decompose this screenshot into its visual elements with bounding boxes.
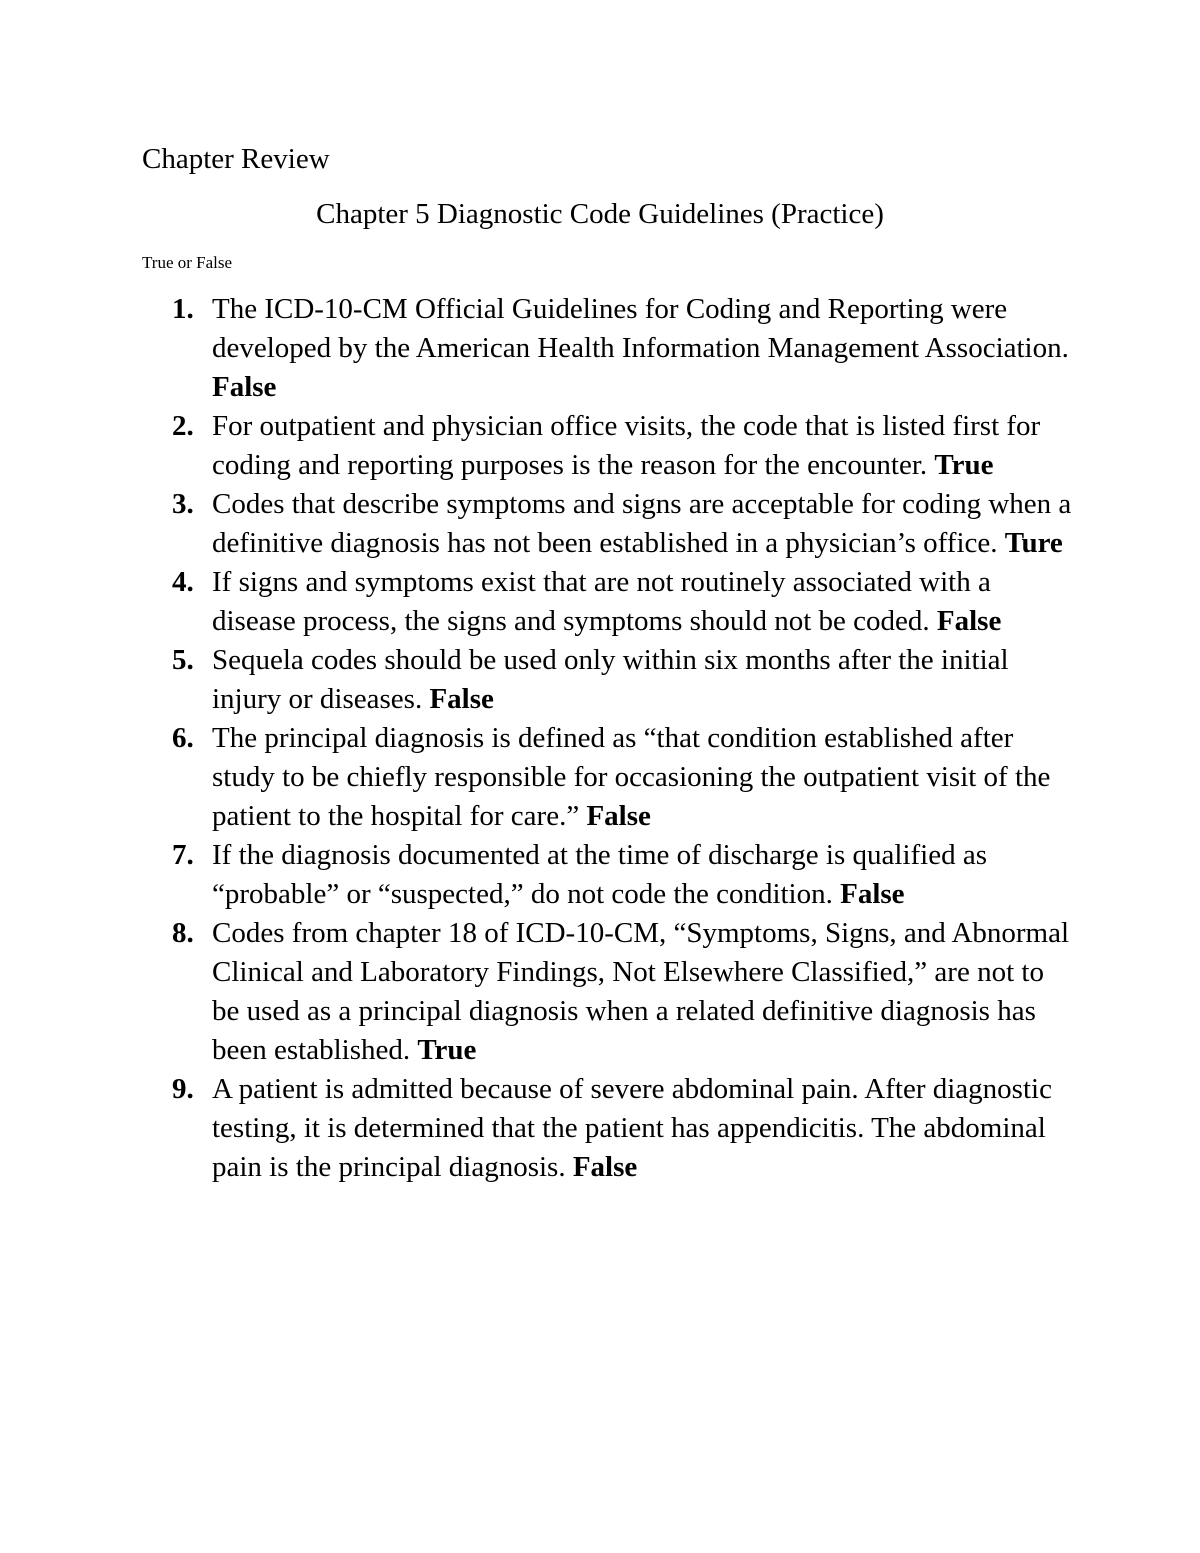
question-text: Codes that describe symptoms and signs are acceptable for coding when a definitive diagnosis has not been established in a physician’s office. — [212, 488, 1072, 559]
question-item-7 — [0, 836, 1072, 914]
question-text: A patient is admitted because of severe abdominal pain. After diagnostic testing, it is determined that the patient has appendicitis. The abdominal pain is the principal diagnosis. — [212, 1073, 1052, 1183]
question-number: 8. — [172, 917, 194, 949]
question-text: The principal diagnosis is defined as “that condition established after study to be chiefly responsible for occasioning the outpatient visit of the patient to the hospital for care.” — [212, 722, 1051, 832]
question-number: 5. — [172, 644, 194, 676]
question-text: If signs and symptoms exist that are not routinely associated with a disease process, the signs and symptoms should not be coded. — [212, 566, 991, 637]
question-answer: True — [934, 449, 994, 481]
document-title: Chapter 5 Diagnostic Code Guidelines (Practice) — [316, 198, 884, 230]
question-number: 1. — [172, 293, 194, 325]
question-answer: False — [429, 683, 494, 715]
question-list — [0, 290, 1200, 1187]
question-number: 9. — [172, 1073, 194, 1105]
question-answer: False — [936, 605, 1002, 637]
question-item-3 — [0, 485, 1072, 563]
question-item-4 — [0, 563, 1072, 641]
question-text: Codes from chapter 18 of ICD-10-CM, “Symptoms, Signs, and Abnormal Clinical and Laboratory Findings, Not Elsewhere Classified,” are not to be used as a principal diagnosis when a related definitive diagnosis has been established. — [212, 917, 1070, 1066]
question-text: If the diagnosis documented at the time of discharge is qualified as “probable” or “suspected,” do not code the condition. — [212, 839, 987, 910]
question-number: 6. — [172, 722, 194, 754]
question-number: 2. — [172, 410, 194, 442]
question-answer: True — [417, 1034, 477, 1066]
question-item-8 — [0, 914, 1072, 1070]
question-number: 4. — [172, 566, 194, 598]
question-item-9 — [0, 1070, 1072, 1187]
question-item-1 — [0, 290, 1072, 407]
question-text: For outpatient and physician office visits, the code that is listed first for coding and reporting purposes is the reason for the encounter. — [212, 410, 1041, 481]
question-answer: Ture — [1004, 527, 1063, 559]
question-item-2 — [0, 407, 1072, 485]
question-answer: False — [212, 371, 277, 403]
question-number: 7. — [172, 839, 194, 871]
question-number: 3. — [172, 488, 194, 520]
question-answer: False — [586, 800, 651, 832]
section-label: True or False — [142, 253, 233, 272]
question-item-5 — [0, 641, 1072, 719]
question-text: Sequela codes should be used only within six months after the initial injury or diseases. — [212, 644, 1009, 715]
question-item-6 — [0, 719, 1072, 836]
question-answer: False — [840, 878, 905, 910]
chapter-heading: Chapter Review — [142, 143, 330, 175]
question-text: The ICD-10-CM Official Guidelines for Coding and Reporting were developed by the American Health Information Management Association. — [212, 293, 1069, 364]
question-answer: False — [572, 1151, 638, 1183]
